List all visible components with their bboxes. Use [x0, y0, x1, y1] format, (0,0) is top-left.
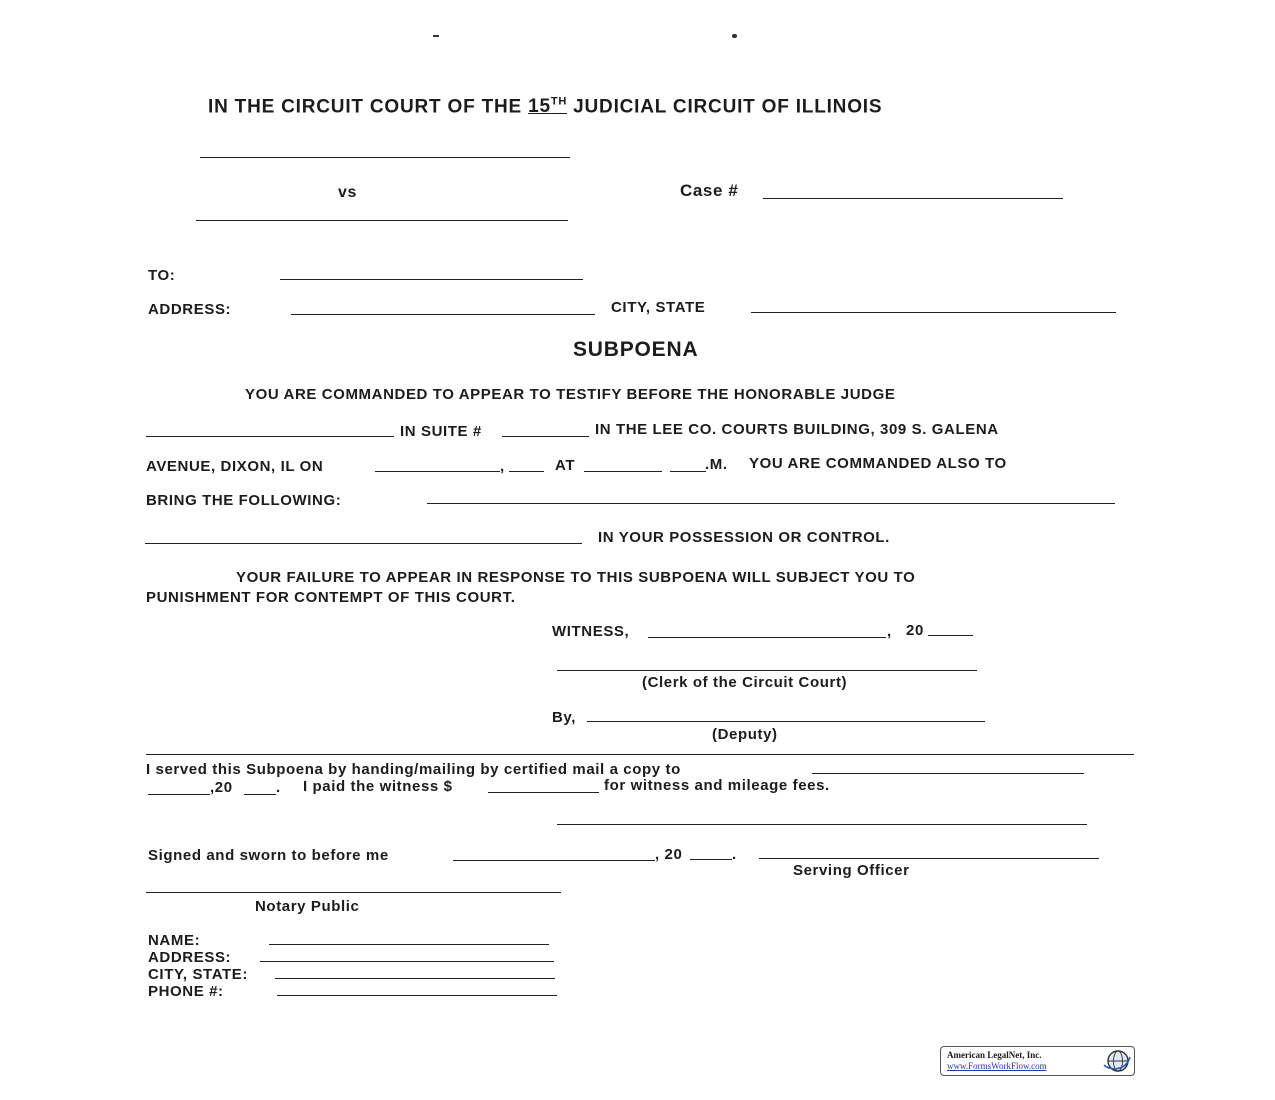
to-label: TO:	[148, 267, 176, 284]
scan-speck	[732, 34, 737, 38]
city-state-label: CITY, STATE	[611, 299, 706, 316]
service-date-line[interactable]	[148, 794, 210, 795]
possession-text: IN YOUR POSSESSION OR CONTROL.	[598, 529, 890, 546]
also-text: YOU ARE COMMANDED ALSO TO	[749, 455, 1007, 472]
sworn-year-line[interactable]	[690, 859, 732, 860]
notary-signature-line[interactable]	[146, 892, 561, 893]
year-line[interactable]	[509, 471, 544, 472]
sworn-year: , 20	[655, 846, 683, 863]
fees-text: for witness and mileage fees.	[604, 777, 830, 794]
section-divider	[146, 754, 1134, 755]
bring-label: BRING THE FOLLOWING:	[146, 492, 342, 509]
clerk-signature-line[interactable]	[557, 670, 977, 671]
fee-amount-line[interactable]	[488, 792, 599, 793]
serving-officer-label: Serving Officer	[793, 862, 910, 879]
contact-address-line[interactable]	[260, 961, 554, 962]
suite-number-line[interactable]	[502, 436, 589, 437]
court-title: IN THE CIRCUIT COURT OF THE 15TH JUDICIAL CIRCUIT OF ILLINOIS	[208, 96, 883, 118]
m-label: .M.	[705, 456, 728, 473]
contact-city-state-label: CITY, STATE:	[148, 966, 248, 983]
officer-signature-upper-line[interactable]	[557, 824, 1087, 825]
command-line-1: YOU ARE COMMANDED TO APPEAR TO TESTIFY BEFORE THE HONORABLE JUDGE	[245, 386, 896, 403]
city-state-line[interactable]	[751, 312, 1116, 313]
name-label: NAME:	[148, 932, 201, 949]
to-line[interactable]	[280, 279, 583, 280]
time-line[interactable]	[584, 471, 662, 472]
served-to-line[interactable]	[812, 773, 1084, 774]
ampm-line[interactable]	[670, 471, 706, 472]
name-line[interactable]	[269, 944, 549, 945]
phone-line[interactable]	[277, 995, 557, 996]
defendant-line[interactable]	[196, 220, 568, 221]
clerk-label: (Clerk of the Circuit Court)	[642, 674, 848, 691]
vs-label: vs	[338, 184, 357, 201]
by-label: By,	[552, 709, 577, 726]
case-number-label: Case #	[680, 181, 739, 200]
judge-name-line[interactable]	[146, 436, 394, 437]
plaintiff-line[interactable]	[200, 157, 570, 158]
witness-year: 20	[906, 622, 924, 639]
logo-url-link[interactable]: www.FormsWorkFlow.com	[947, 1061, 1047, 1071]
globe-icon	[1101, 1049, 1131, 1073]
case-number-line[interactable]	[763, 198, 1063, 199]
legalnet-logo	[940, 1046, 1135, 1076]
witness-comma: ,	[887, 623, 892, 640]
failure-line-1: YOUR FAILURE TO APPEAR IN RESPONSE TO THIS SUBPOENA WILL SUBJECT YOU TO	[236, 569, 916, 586]
avenue-text: AVENUE, DIXON, IL ON	[146, 458, 324, 475]
logo-company-name: American LegalNet, Inc.	[947, 1050, 1042, 1060]
witness-label: WITNESS,	[552, 623, 630, 640]
date-line[interactable]	[375, 471, 500, 472]
sworn-date-line[interactable]	[453, 860, 655, 861]
phone-label: PHONE #:	[148, 983, 224, 1000]
paid-label: I paid the witness $	[303, 778, 453, 795]
notary-public-label: Notary Public	[255, 898, 360, 915]
service-year: ,20	[210, 779, 233, 796]
scan-speck	[433, 35, 439, 37]
serving-officer-line[interactable]	[759, 858, 1099, 859]
at-label: AT	[555, 457, 576, 474]
date-comma: ,	[500, 458, 505, 475]
subpoena-title: SUBPOENA	[573, 338, 699, 361]
sworn-label: Signed and sworn to before me	[148, 847, 389, 864]
address-line[interactable]	[291, 314, 595, 315]
deputy-label: (Deputy)	[712, 726, 778, 743]
deputy-signature-line[interactable]	[587, 721, 985, 722]
witness-year-line[interactable]	[928, 635, 973, 636]
suite-label: IN SUITE #	[400, 423, 482, 440]
failure-line-2: PUNISHMENT FOR CONTEMPT OF THIS COURT.	[146, 589, 516, 606]
contact-address-label: ADDRESS:	[148, 949, 232, 966]
address-label: ADDRESS:	[148, 301, 232, 318]
bring-line-2[interactable]	[145, 543, 582, 544]
service-period: .	[276, 779, 281, 796]
witness-line[interactable]	[648, 637, 886, 638]
contact-city-state-line[interactable]	[275, 978, 555, 979]
building-text: IN THE LEE CO. COURTS BUILDING, 309 S. GALENA	[595, 421, 999, 438]
sworn-period: .	[732, 846, 737, 863]
service-line-1: I served this Subpoena by handing/mailing by certified mail a copy to	[146, 761, 681, 778]
bring-line-1[interactable]	[427, 503, 1115, 504]
service-year-line[interactable]	[244, 794, 276, 795]
